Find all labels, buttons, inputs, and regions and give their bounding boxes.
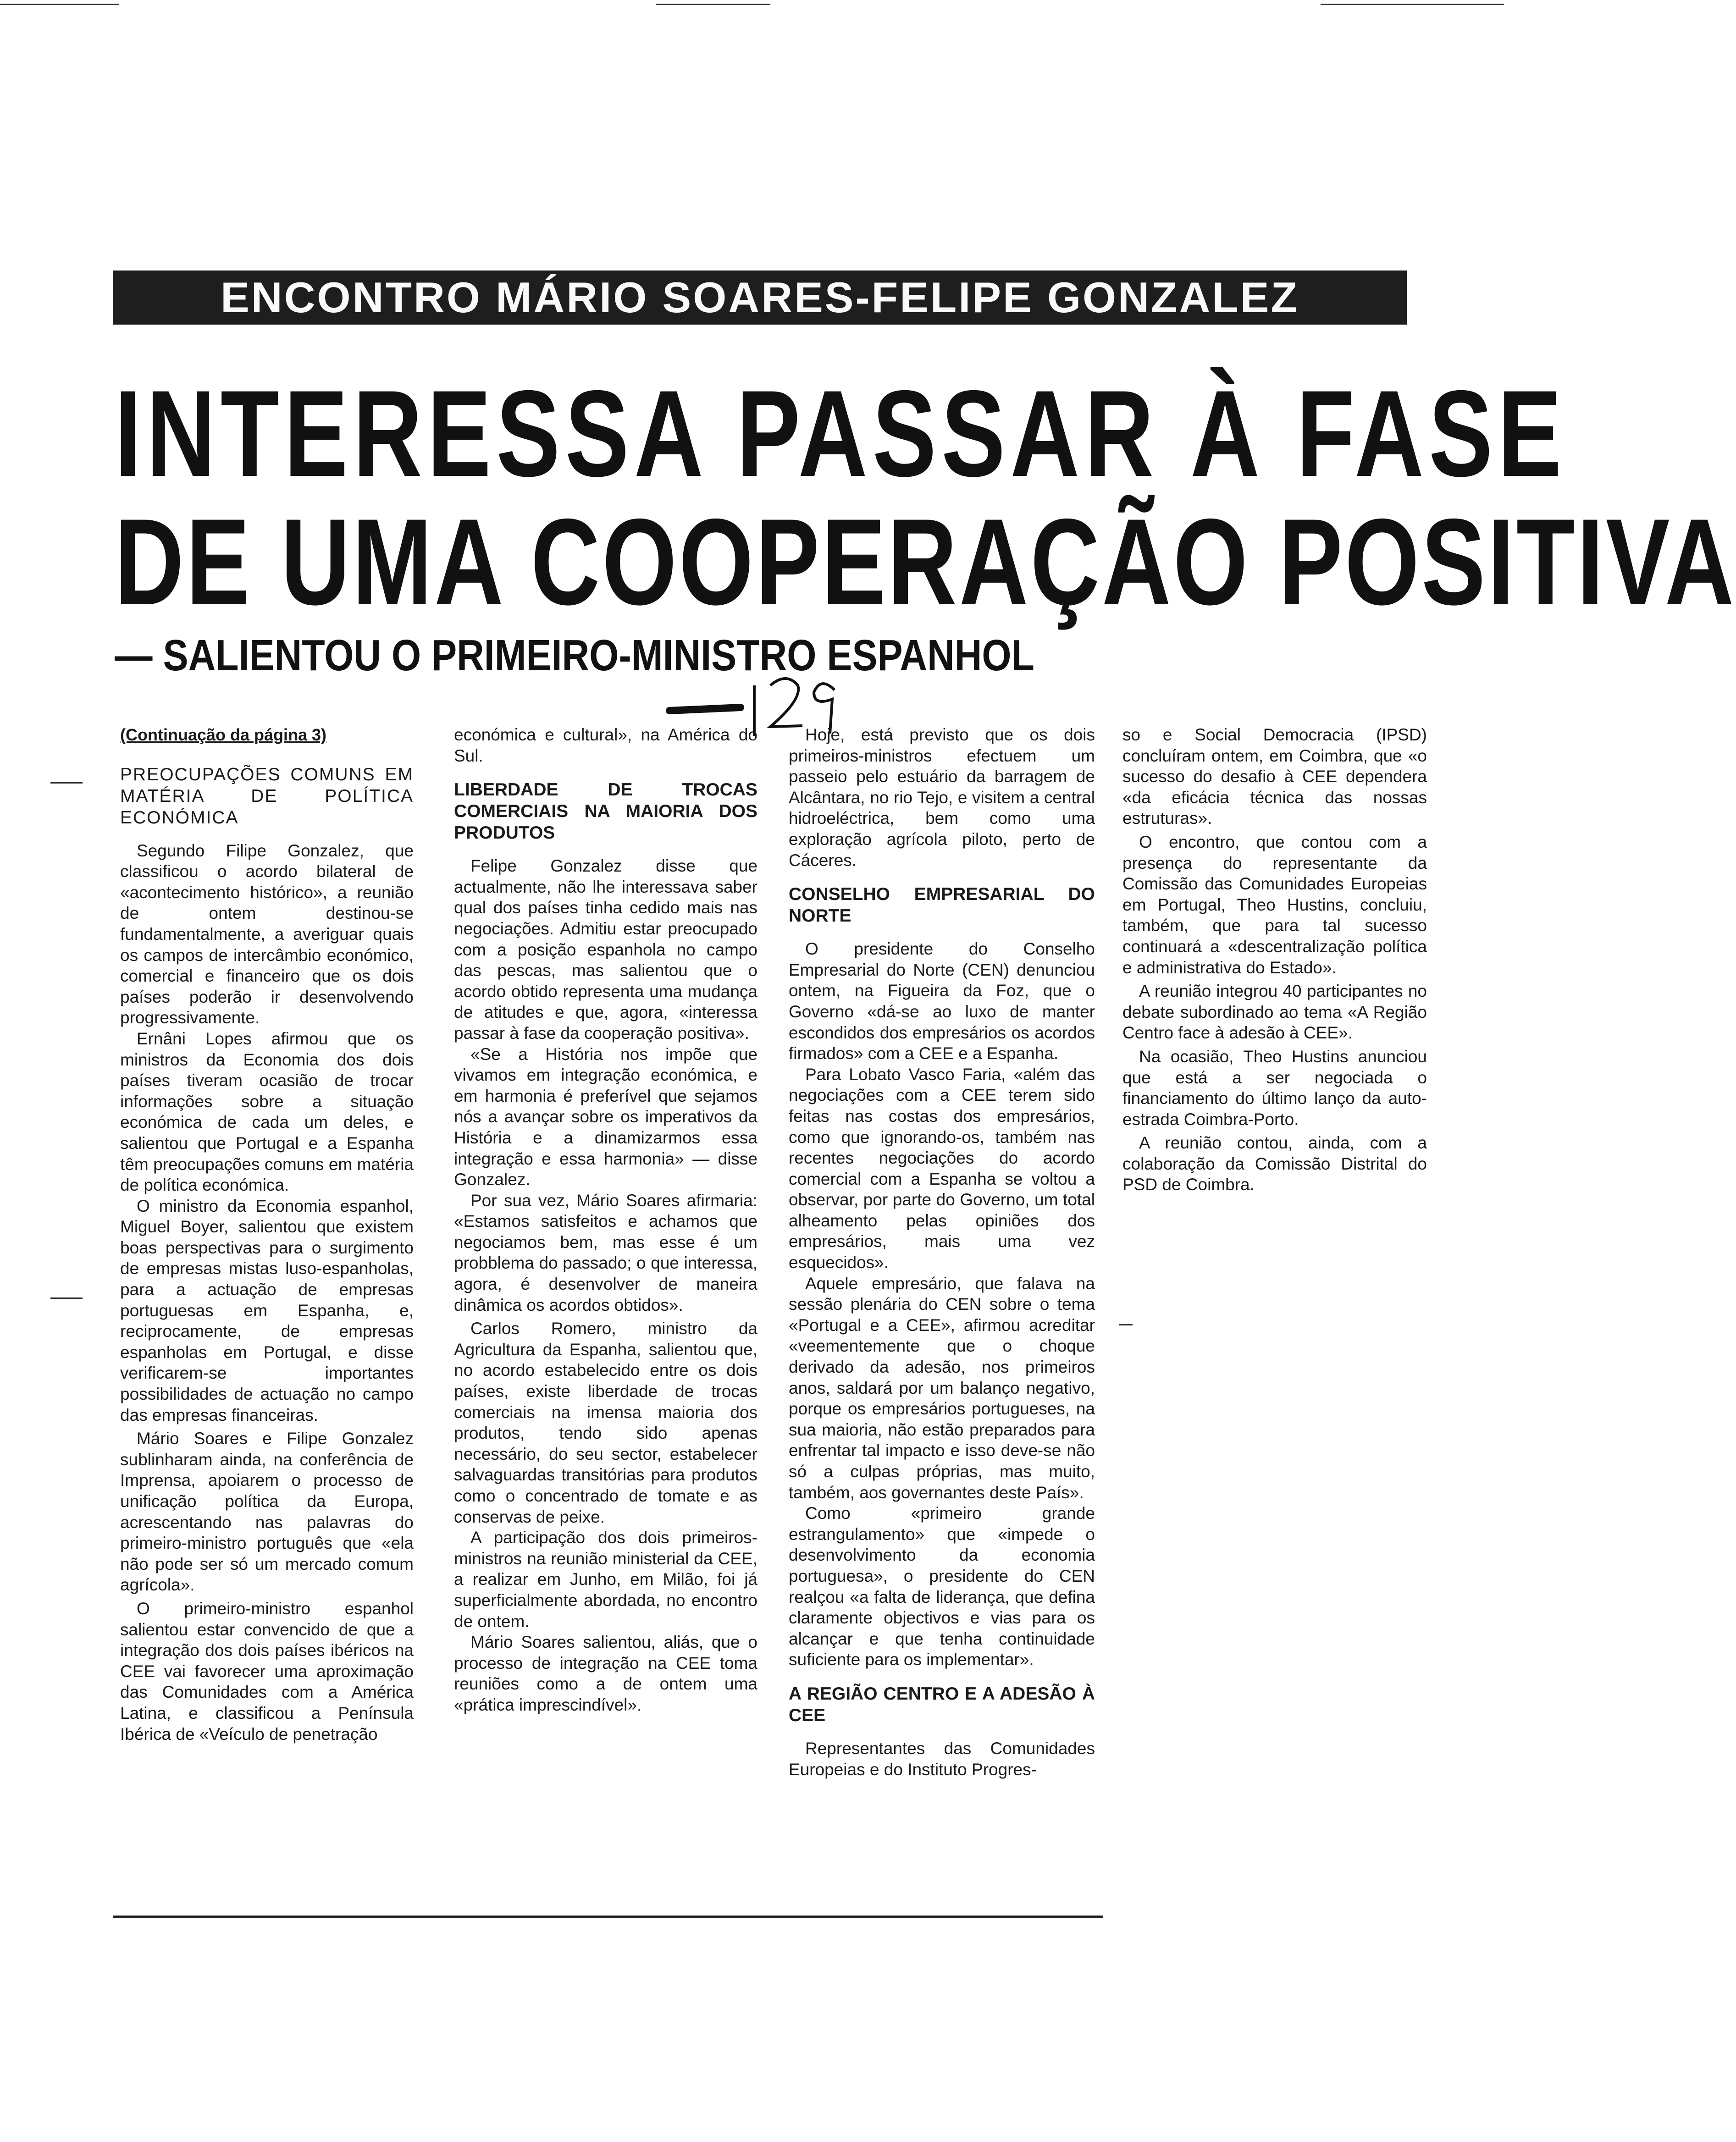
- headline-deck: — SALIENTOU O PRIMEIRO-MINISTRO ESPANHOL: [115, 631, 1034, 680]
- paragraph: Ernâni Lopes afirmou que os ministros da Economia dos dois países tiveram ocasião de trocar informações sobre a situação económica de cada um deles, e salientou que Portugal e a Espanha têm preocupações comuns em matéria de política económica.: [120, 1029, 414, 1195]
- paragraph: O ministro da Economia espanhol, Miguel Boyer, salientou que existem boas perspectivas para o surgimento de empresas mistas luso-espanholas, para a actuação de empresas portuguesas em Espanha, e, reciprocamente, de empresas espanholas em Portugal, e disse verificarem-se importantes possibilidades de actuação no campo das empresas financeiras.: [120, 1196, 414, 1424]
- paragraph: O encontro, que contou com a presença do representante da Comissão das Comunidades Europeias em Portugal, Theo Hustins, concluiu, também, que para tal sucesso continuará a «descentralização política e administrativa do Estado».: [1122, 832, 1427, 977]
- scan-artifact-top-left: [0, 4, 119, 5]
- paragraph: Carlos Romero, ministro da Agricultura da Espanha, salientou que, no acordo estabelecido entre os dois países, existe liberdade de trocas comerciais na imensa maioria dos produtos, tendo sido apenas necessário, do seu sector, estabelecer salvaguardas transitórias para produtos como o concentrado de tomate e as conservas de peixe.: [454, 1319, 757, 1526]
- paragraph: Como «primeiro grande estrangulamento» que «impede o desenvolvimento da economia portuguesa», o presidente do CEN realçou «a falta de liderança, que defina claramente objectivos e vias para os alcançar e que tenha continuidade suficiente para os implementar».: [789, 1504, 1095, 1669]
- paragraph: Por sua vez, Mário Soares afirmaria: «Estamos satisfeitos e achamos que negociamos bem, mas esse é um probblema do passado; o que interessa, agora, é desenvolver de maneira dinâmica os acordos obtidos».: [454, 1191, 757, 1314]
- subheading-conselho-empresarial: CONSELHO EMPRESARIAL DO NORTE: [789, 884, 1095, 926]
- kicker-banner: ENCONTRO MÁRIO SOARES-FELIPE GONZALEZ: [113, 271, 1407, 325]
- margin-mark: [50, 1297, 83, 1299]
- paragraph: económica e cultural», na América do Sul.: [454, 725, 757, 765]
- paragraph: A participação dos dois primeiros-ministros na reunião ministerial da CEE, a realizar em Junho, em Milão, foi já superficialmente abordada, no encontro de ontem.: [454, 1528, 757, 1631]
- paragraph: A reunião integrou 40 participantes no debate subordinado ao tema «A Região Centro face à adesão à CEE».: [1122, 982, 1427, 1043]
- paragraph: Felipe Gonzalez disse que actualmente, não lhe interessava saber qual dos países tinha cedido mais nas negociações. Admitiu estar preocupado com a posição espanhola no campo das pescas, mas salientou que o acordo obtido representa uma mudança de atitudes e que, agora, «interessa passar à fase da cooperação positiva».: [454, 856, 757, 1043]
- paragraph: Aquele empresário, que falava na sessão plenária do CEN sobre o tema «Portugal e a CEE», afirmou acreditar «veementemente que o choque derivado da adesão, nos primeiros anos, saldará por um balanço negativo, porque os empresários portugueses, na sua maioria, não estão preparados para enfrentar tal impacto e isso deve-se não só a culpas próprias, mas muito, também, aos governantes deste País».: [789, 1274, 1095, 1502]
- article-column-3: [789, 724, 1095, 1780]
- continuation-note: (Continuação da página 3): [120, 725, 327, 744]
- paragraph: «Se a História nos impõe que vivamos em integração económica, e em harmonia é preferível que sejamos nós a avançar sobre os imperativos da História e a dinamizarmos essa integração e essa harmonia» — disse Gonzalez.: [454, 1044, 757, 1189]
- paragraph: so e Social Democracia (IPSD) concluíram ontem, em Coimbra, que «o sucesso do desafio à CEE dependera «da eficácia técnica das nossas estruturas».: [1122, 725, 1427, 828]
- paragraph: Mário Soares salientou, aliás, que o processo de integração na CEE toma reuniões como a de ontem uma «prática imprescindível».: [454, 1633, 757, 1714]
- paragraph: O primeiro-ministro espanhol salientou estar convencido de que a integração dos dois países ibéricos na CEE vai favorecer uma aproximação das Comunidades com a América Latina, e classificou a Península Ibérica de «Veículo de penetração: [120, 1599, 414, 1744]
- subheading-preocupacoes: PREOCUPAÇÕES COMUNS EM MATÉRIA DE POLÍTICA ECONÓMICA: [120, 764, 414, 828]
- paragraph: A reunião contou, ainda, com a colaboração da Comissão Distrital do PSD de Coimbra.: [1122, 1133, 1427, 1194]
- article-column-2: [454, 724, 757, 1716]
- paragraph: Para Lobato Vasco Faria, «além das negociações com a CEE terem sido feitas nas costas dos empresários, como que ignorando-os, também nas recentes negociações do acordo comercial com a Espanha se voltou a observar, por parte do Governo, um total alheamento pelas opiniões dos empresários, mais uma vez esquecidos».: [789, 1065, 1095, 1272]
- subheading-regiao-centro: A REGIÃO CENTRO E A ADESÃO À CEE: [789, 1684, 1095, 1725]
- paragraph: Representantes das Comunidades Europeias e do Instituto Progres-: [789, 1739, 1095, 1779]
- paragraph: Segundo Filipe Gonzalez, que classificou o acordo bilateral de «acontecimento histórico», a reunião de ontem destinou-se fundamentalmente, a averiguar quais os campos de intercâmbio económico, comercial e financeiro que os dois países poderão ir desenvolvendo progressivamente.: [120, 841, 414, 1027]
- article-column-4: [1122, 724, 1427, 1195]
- headline-line-2: DE UMA COOPERAÇÃO POSITIVA: [115, 493, 1736, 630]
- margin-mark: [1119, 1324, 1133, 1325]
- scan-artifact-top-mid: [656, 4, 770, 5]
- headline-line-1: INTERESSA PASSAR À FASE: [115, 364, 1567, 502]
- paragraph: Hoje, está previsto que os dois primeiros-ministros efectuem um passeio pelo estuário da barragem de Alcântara, no rio Tejo, e visitem a central hidroeléctrica, bem como uma exploração agrícola piloto, perto de Cáceres.: [789, 725, 1095, 870]
- margin-mark: [50, 782, 83, 784]
- paragraph: Mário Soares e Filipe Gonzalez sublinharam ainda, na conferência de Imprensa, apoiarem o processo de unificação política da Europa, acrescentando nas palavras do primeiro-ministro português que «ela não pode ser só um mercado comum agrícola».: [120, 1429, 414, 1595]
- article-column-1: [120, 724, 414, 1745]
- bottom-rule: [113, 1916, 1103, 1918]
- subheading-liberdade-de-trocas: LIBERDADE DE TROCAS COMERCIAIS NA MAIORIA DOS PRODUTOS: [454, 780, 757, 843]
- paragraph: O presidente do Conselho Empresarial do Norte (CEN) denunciou ontem, na Figueira da Foz, que o Governo «dá-se ao luxo de manter escondidos dos empresários os acordos firmados» com a CEE e a Espanha.: [789, 939, 1095, 1063]
- scan-artifact-top-right: [1321, 4, 1504, 5]
- paragraph: Na ocasião, Theo Hustins anunciou que está a ser negociada o financiamento do último lanço da auto-estrada Coimbra-Porto.: [1122, 1047, 1427, 1129]
